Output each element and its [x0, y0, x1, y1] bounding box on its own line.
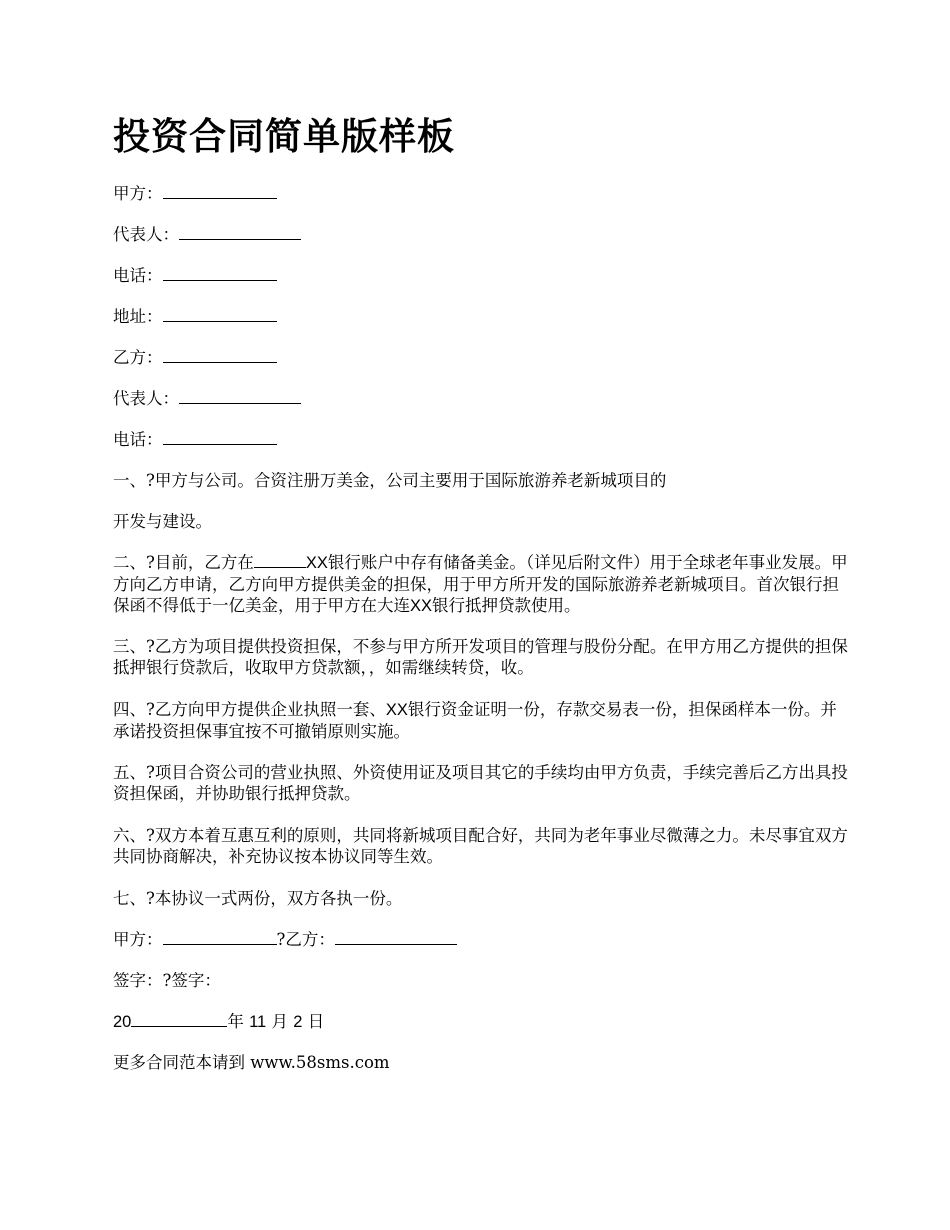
signature-sign-line: 签字：?签字：: [113, 971, 221, 990]
party-a-label: 甲方：: [113, 184, 163, 203]
signature-party-a-label: 甲方：: [113, 930, 163, 949]
phone-b-field: [113, 429, 277, 450]
clause-5: 五、?项目合资公司的营业执照、外资使用证及项目其它的手续均由甲方负责，手续完善后乙方出具投资担保函，并协助银行抵押贷款。: [113, 763, 848, 803]
date-line: [113, 1011, 324, 1033]
address-blank: [163, 306, 277, 322]
date-year-blank: [131, 1011, 227, 1027]
phone-b-blank: [163, 429, 277, 445]
clause-2-bank-2: XX: [410, 597, 433, 615]
representative-b-field: [113, 388, 301, 409]
footer-link-text: 更多合同范本请到 www.58sms.com: [113, 1053, 390, 1072]
representative-b-label: 代表人：: [113, 389, 179, 408]
address-field: [113, 306, 277, 327]
party-a-field: [113, 183, 277, 204]
clause-1-line-1: 一、?甲方与公司。合资注册万美金，公司主要用于国际旅游养老新城项目的: [113, 471, 667, 490]
date-month: 11: [249, 1013, 267, 1031]
phone-b-label: 电话：: [113, 430, 163, 449]
date-day-unit: 日: [307, 1012, 325, 1031]
clause-2-rest: 银行账户中存有储备美金。（详见后附文件）用于全球老年事业发展。甲方向乙方申请，乙方向甲方提供美金的担保，用于甲方所开发的国际旅游养老新城项目。首次银行担保函不得低于一亿美金，用于甲方在大连: [113, 553, 848, 615]
clause-3: 三、?乙方为项目提供投资担保，不参与甲方所开发项目的管理与股份分配。在甲方用乙方提供的担保抵押银行贷款后，收取甲方贷款额，，如需继续转贷，收。: [113, 637, 848, 677]
phone-a-blank: [163, 265, 277, 281]
signature-party-b-label: ?乙方：: [276, 930, 335, 949]
signature-party-b-blank: [335, 929, 457, 945]
clause-4-prefix: 四、?乙方向甲方提供企业执照一套、: [113, 700, 386, 719]
party-b-label: 乙方：: [113, 348, 163, 367]
party-b-field: [113, 347, 277, 368]
address-label: 地址：: [113, 307, 163, 326]
clause-2-prefix: 二、?目前，乙方在: [113, 553, 254, 572]
clause-4-rest: 银行资金证明一份，存款交易表一份，担保函样本一份。并承诺投资担保事宜按不可撤销原则实施。: [113, 700, 837, 741]
signature-parties: [113, 929, 457, 950]
clause-1-line-2: 开发与建设。: [113, 512, 212, 531]
date-year-suffix: 年: [227, 1012, 244, 1031]
clause-2-bank: XX: [305, 554, 328, 572]
clause-7: 七、?本协议一式两份，双方各执一份。: [113, 889, 403, 908]
representative-b-blank: [179, 388, 301, 404]
signature-party-a-blank: [163, 929, 277, 945]
clause-6: 六、?双方本着互惠互利的原则，共同将新城项目配合好，共同为老年事业尽微薄之力。未尽事宜双方共同协商解决，补充协议按本协议同等生效。: [113, 826, 848, 866]
date-month-unit: 月: [271, 1012, 288, 1031]
clause-2-blank: [254, 552, 306, 568]
clause-4: [113, 699, 848, 742]
party-a-blank: [163, 183, 277, 199]
representative-a-field: [113, 224, 301, 245]
party-b-blank: [163, 347, 277, 363]
phone-a-label: 电话：: [113, 266, 163, 285]
date-year-prefix: 20: [113, 1013, 132, 1031]
page-title: 投资合同简单版样板: [113, 114, 455, 158]
clause-4-bank: XX: [385, 701, 408, 719]
representative-a-blank: [179, 224, 301, 240]
date-day: 2: [293, 1013, 303, 1031]
clause-2-end: 银行抵押贷款使用。: [432, 596, 581, 615]
phone-a-field: [113, 265, 277, 286]
representative-a-label: 代表人：: [113, 225, 179, 244]
clause-2: [113, 552, 848, 617]
